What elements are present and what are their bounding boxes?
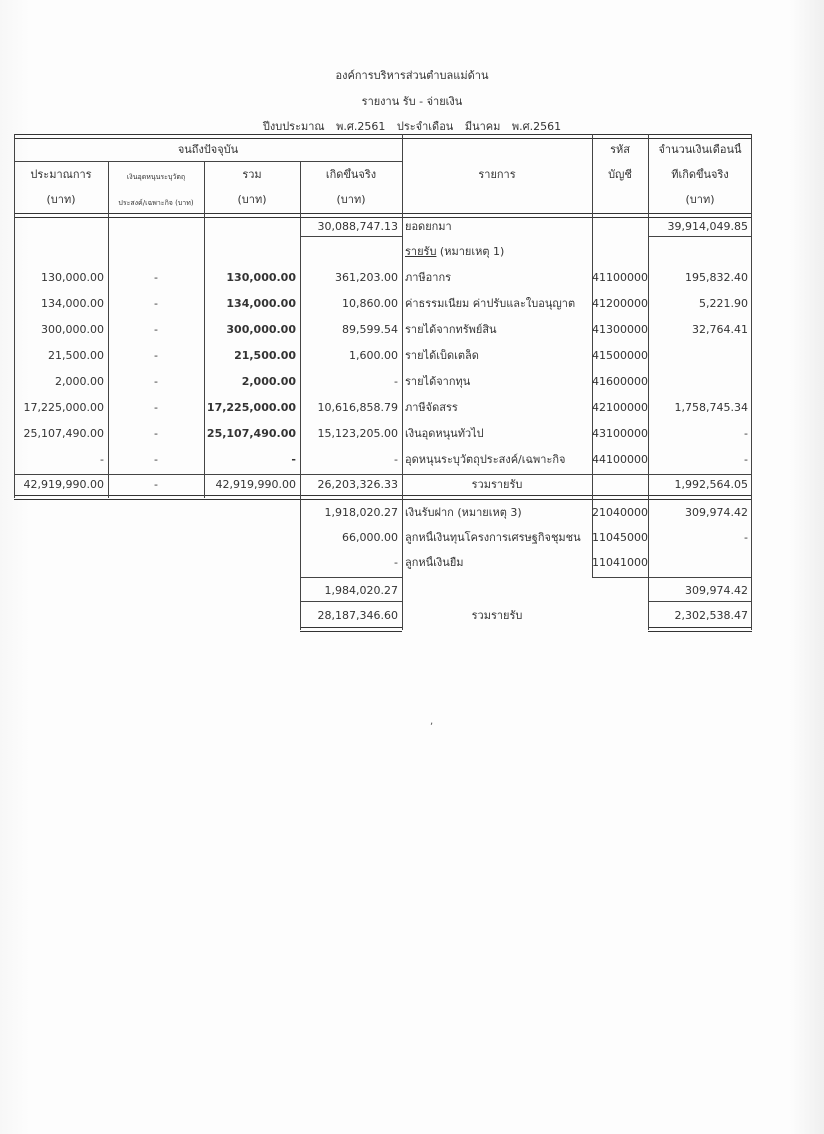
period-month: มีนาคม — [464, 120, 501, 133]
col-total-title: รวม — [242, 168, 262, 181]
income-row-budget: 17,225,000.00 — [23, 401, 104, 414]
income-row-code: 43100000 — [592, 427, 648, 440]
carried-forward-divider — [300, 236, 402, 237]
income-row-actual: - — [394, 375, 398, 388]
income-total-bottom — [14, 495, 752, 500]
other-row-code: 11045000 — [592, 531, 648, 544]
report-period — [0, 117, 824, 135]
income-row-total: 21,500.00 — [234, 349, 296, 362]
stray-mark: , — [430, 716, 434, 727]
income-row-actual: 10,616,858.79 — [317, 401, 398, 414]
col-budget-unit: (บาท) — [46, 193, 76, 206]
income-row-subsidy: - — [154, 375, 158, 388]
other-row-code: 21040000 — [592, 506, 648, 519]
income-row-actual: 89,599.54 — [342, 323, 398, 336]
period-month-label: ประจำเดือน — [396, 120, 454, 133]
col-item-title: รายการ — [478, 168, 516, 181]
col-code-title: รหัส — [610, 143, 630, 156]
other-row-item: เงินรับฝาก (หมายเหตุ 3) — [405, 506, 522, 519]
income-row-actual: 361,203.00 — [335, 271, 398, 284]
col-budget-title: ประมาณการ — [30, 168, 92, 181]
header-bottom-border — [14, 213, 752, 218]
income-total-actual: 26,203,326.33 — [317, 478, 398, 491]
grand-total-top — [300, 601, 402, 602]
income-row-item: รายได้จากทรัพย์สิน — [405, 323, 497, 336]
period-fiscal-year: พ.ศ.2561 — [336, 120, 386, 133]
col-month-unit: (บาท) — [685, 193, 715, 206]
other-row-month: - — [744, 531, 748, 544]
income-row-code: 41200000 — [592, 297, 648, 310]
income-row-budget: 130,000.00 — [41, 271, 104, 284]
income-row-budget: 134,000.00 — [41, 297, 104, 310]
col-total-unit: (บาท) — [237, 193, 267, 206]
income-row-month: 5,221.90 — [699, 297, 748, 310]
income-total-top — [14, 474, 752, 475]
period-year: พ.ศ.2561 — [511, 120, 562, 133]
other-row-month: 309,974.42 — [685, 506, 748, 519]
grand-total-label: รวมรายรับ — [471, 609, 523, 622]
income-row-total: 17,225,000.00 — [206, 401, 296, 414]
income-row-code: 44100000 — [592, 453, 648, 466]
table-top-border — [14, 134, 752, 139]
other-subtotal-actual: 1,984,020.27 — [324, 584, 398, 597]
other-row-actual: - — [394, 556, 398, 569]
other-row-actual: 66,000.00 — [342, 531, 398, 544]
income-row-subsidy: - — [154, 271, 158, 284]
subtotal-top — [300, 577, 402, 578]
grand-total-bottom-month — [648, 627, 752, 632]
income-row-item: ภาษีอากร — [405, 271, 452, 284]
col-subsidy-unit: ประสงค์/เฉพาะกิจ (บาท) — [118, 199, 194, 207]
grand-total-month: 2,302,538.47 — [674, 609, 748, 622]
income-row-total: - — [291, 453, 296, 466]
income-row-total: 2,000.00 — [241, 375, 296, 388]
group-heading: จนถึงปัจจุบัน — [177, 143, 239, 156]
income-row-item: อุดหนุนระบุวัตถุประสงค์/เฉพาะกิจ — [405, 453, 566, 466]
income-total-total: 42,919,990.00 — [215, 478, 296, 491]
income-row-budget: 2,000.00 — [55, 375, 104, 388]
col-actual-title: เกิดขึ้นจริง — [325, 168, 377, 181]
income-row-budget: 21,500.00 — [48, 349, 104, 362]
income-row-budget: 300,000.00 — [41, 323, 104, 336]
income-row-code: 42100000 — [592, 401, 648, 414]
income-row-total: 130,000.00 — [226, 271, 296, 284]
income-row-month: 1,758,745.34 — [674, 401, 748, 414]
carried-forward-month-divider — [648, 236, 752, 237]
income-total-month: 1,992,564.05 — [674, 478, 748, 491]
other-subtotal-month: 309,974.42 — [685, 584, 748, 597]
income-row-month: - — [744, 453, 748, 466]
income-row-actual: - — [394, 453, 398, 466]
income-row-actual: 1,600.00 — [349, 349, 398, 362]
period-fiscal-label: ปีงบประมาณ — [262, 120, 325, 133]
income-row-subsidy: - — [154, 297, 158, 310]
income-total-label: รวมรายรับ — [471, 478, 523, 491]
income-row-code: 41100000 — [592, 271, 648, 284]
col-subsidy-title: เงินอุดหนุนระบุวัตถุ — [126, 173, 186, 181]
other-row-code: 11041000 — [592, 556, 648, 569]
income-row-item: รายได้เบ็ดเตล็ด — [405, 349, 479, 362]
group-heading-divider — [14, 161, 402, 162]
income-row-item: เงินอุดหนุนทั่วไป — [405, 427, 484, 440]
grand-total-top-month — [648, 601, 752, 602]
carried-forward-month: 39,914,049.85 — [667, 220, 748, 233]
report-title: รายงาน รับ - จ่ายเงิน — [361, 95, 463, 108]
col-line-0 — [14, 134, 15, 498]
col-month-subtitle: ที่เกิดขึ้นจริง — [671, 168, 729, 181]
income-heading-label: รายรับ — [405, 245, 437, 258]
col-actual-unit: (บาท) — [336, 193, 366, 206]
organization-title: องค์การบริหารส่วนตำบลแม่ด้าน — [335, 69, 489, 82]
income-row-budget: 25,107,490.00 — [23, 427, 104, 440]
carried-forward-label: ยอดยกมา — [405, 220, 452, 233]
income-row-actual: 10,860.00 — [342, 297, 398, 310]
carried-forward-actual: 30,088,747.13 — [317, 220, 398, 233]
income-row-subsidy: - — [154, 427, 158, 440]
income-row-total: 134,000.00 — [226, 297, 296, 310]
grand-total-actual: 28,187,346.60 — [317, 609, 398, 622]
income-total-subsidy: - — [154, 478, 158, 491]
income-row-item: ค่าธรรมเนียม ค่าปรับและใบอนุญาต — [405, 297, 576, 310]
income-row-actual: 15,123,205.00 — [317, 427, 398, 440]
col-line-7 — [751, 134, 752, 630]
col-month-title: จำนวนเงินเดือนนี้ — [658, 143, 742, 156]
income-row-total: 300,000.00 — [226, 323, 296, 336]
income-heading — [402, 245, 592, 259]
subtotal-top-month — [648, 577, 752, 578]
income-row-total: 25,107,490.00 — [206, 427, 296, 440]
income-row-subsidy: - — [154, 323, 158, 336]
income-row-subsidy: - — [154, 401, 158, 414]
income-row-item: ภาษีจัดสรร — [405, 401, 458, 414]
income-total-budget: 42,919,990.00 — [23, 478, 104, 491]
other-row-item: ลูกหนี้เงินยืม — [405, 556, 464, 569]
col-code-subtitle: บัญชี — [608, 168, 632, 181]
income-row-code: 41600000 — [592, 375, 648, 388]
income-row-month: 32,764.41 — [692, 323, 748, 336]
grand-total-bottom — [300, 627, 402, 632]
income-row-code: 41300000 — [592, 323, 648, 336]
income-row-budget: - — [100, 453, 104, 466]
income-row-code: 41500000 — [592, 349, 648, 362]
code-column-bottom — [592, 577, 648, 578]
income-row-subsidy: - — [154, 349, 158, 362]
income-heading-note: (หมายเหตุ 1) — [439, 245, 505, 258]
income-row-month: 195,832.40 — [685, 271, 748, 284]
other-row-item: ลูกหนี้เงินทุนโครงการเศรษฐกิจชุมชน — [405, 531, 581, 544]
col-line-6 — [648, 134, 649, 630]
income-row-item: รายได้จากทุน — [405, 375, 471, 388]
income-row-month: - — [744, 427, 748, 440]
income-row-subsidy: - — [154, 453, 158, 466]
other-row-actual: 1,918,020.27 — [324, 506, 398, 519]
